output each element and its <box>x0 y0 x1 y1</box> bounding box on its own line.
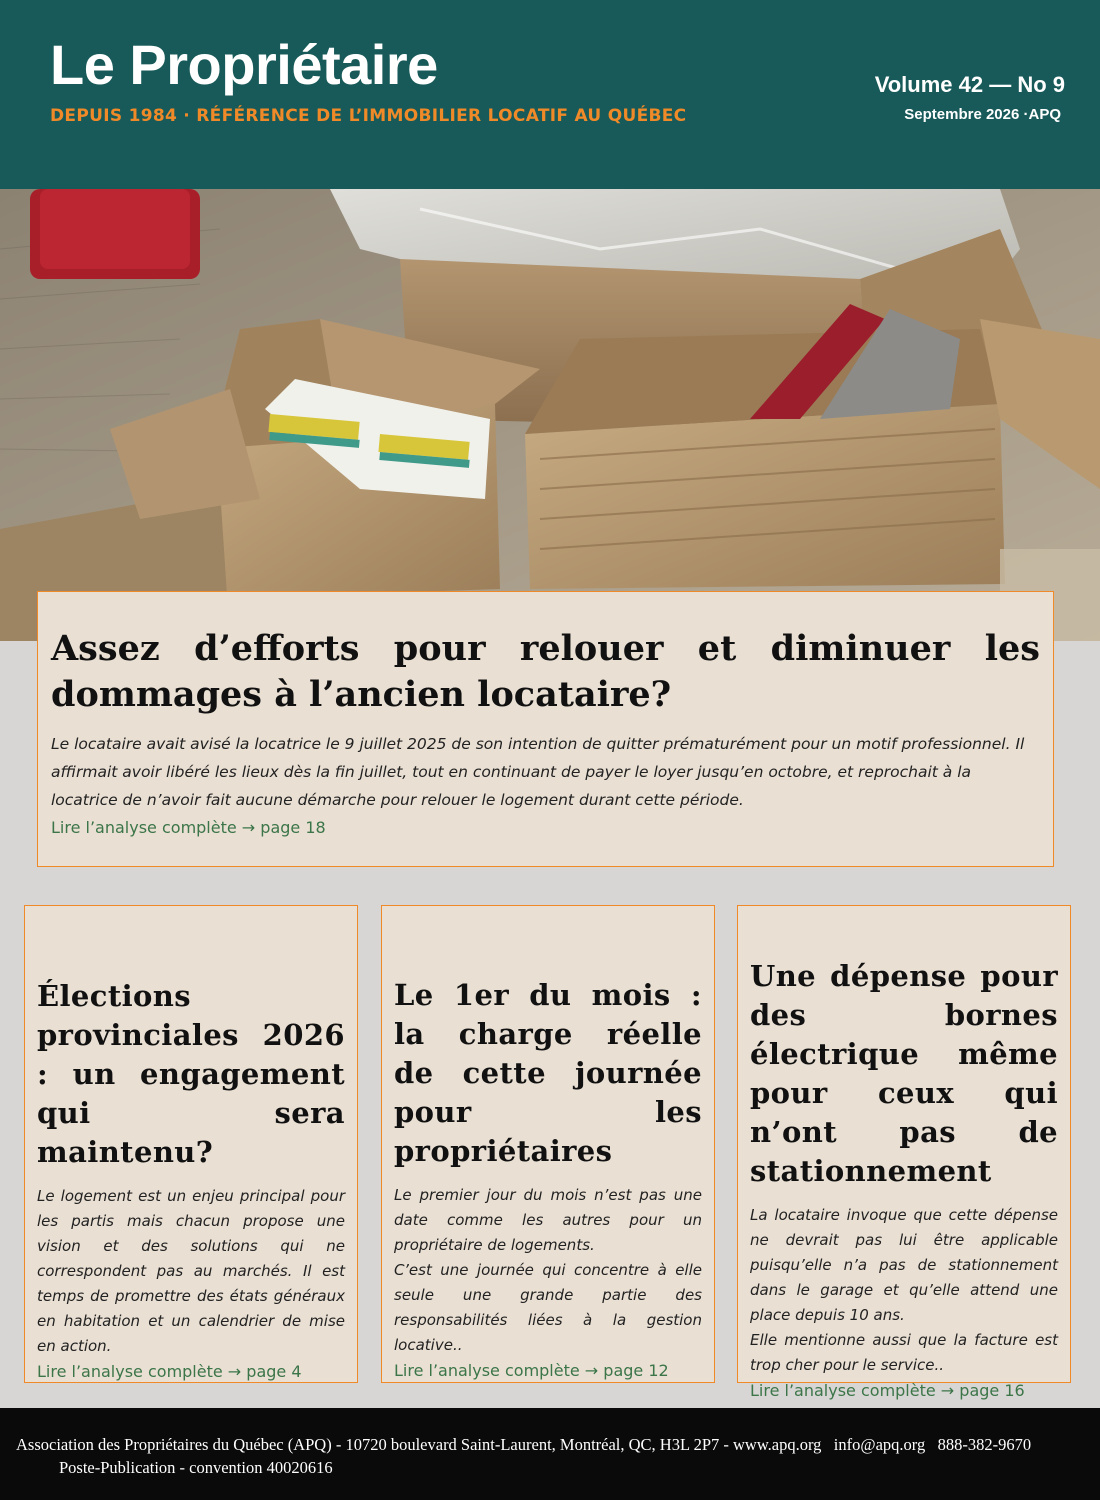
issue-date: Septembre 2026 ·APQ <box>904 106 1061 123</box>
article-read-more-link[interactable]: Lire l’analyse complète → page 16 <box>750 1381 1025 1400</box>
article-card-charging-stations[interactable] <box>737 905 1071 1400</box>
issue-volume: Volume 42 — No 9 <box>874 72 1065 97</box>
article-read-more-link[interactable]: Lire l’analyse complète → page 4 <box>37 1362 302 1381</box>
article-headline[interactable]: Élections provinciales 2026 : un engagement qui sera maintenu? <box>37 979 345 1169</box>
article-summary: Le logement est un enjeu principal pour les partis mais chacun propose une vision et des solutions qui ne correspondent pas au marchés. Il est temps de promettre des états généraux en habitation et un calendrier de mise en action. <box>37 1187 345 1355</box>
article-card-first-of-month[interactable] <box>381 905 715 1383</box>
footer-contact: Association des Propriétaires du Québec (APQ) - 10720 boulevard Saint-Laurent, Montréal, QC, H3L 2P7 - www.apq.org info@apq.org 888-382-9670 <box>16 1435 1032 1454</box>
publication-title: Le Propriétaire <box>50 33 438 96</box>
article-card-elections[interactable] <box>24 905 358 1383</box>
masthead <box>0 0 1100 189</box>
footer-postal-convention: Poste-Publication - convention 40020616 <box>59 1458 333 1477</box>
publication-tagline: DEPUIS 1984 · RÉFÉRENCE DE L’IMMOBILIER LOCATIF AU QUÉBEC <box>50 106 687 126</box>
cardboard-boxes-photo <box>0 189 1100 641</box>
feature-read-more-link[interactable]: Lire l’analyse complète → page 18 <box>51 818 326 837</box>
feature-headline[interactable]: Assez d’efforts pour relouer et diminuer les dommages à l’ancien locataire? <box>51 628 1040 715</box>
footer <box>0 1408 1100 1500</box>
feature-article[interactable] <box>37 591 1054 867</box>
feature-summary: Le locataire avait avisé la locatrice le 9 juillet 2025 de son intention de quitter prématurément pour un motif professionnel. Il affirmait avoir libéré les lieux dès la fin juillet, tout en continuant de payer le loyer jusqu’en octobre, et reprochait à la locatrice de n’avoir fait aucune démarche pour relouer le logement durant cette période. <box>51 735 1025 809</box>
article-summary: Le premier jour du mois n’est pas une date comme les autres pour un propriétaire de logements. C’est une journée qui concentre à elle seule une grande partie des responsabilités liées à la gestion locative.. <box>394 1186 702 1354</box>
article-read-more-link[interactable]: Lire l’analyse complète → page 12 <box>394 1361 669 1380</box>
article-summary: La locataire invoque que cette dépense ne devrait pas lui être applicable puisqu’elle n’a pas de stationnement dans le garage et qu’elle attend une place depuis 10 ans. Elle mentionne aussi que la facture est trop cher pour le service.. <box>750 1206 1058 1374</box>
hero-image <box>0 189 1100 641</box>
article-headline[interactable]: Une dépense pour des bornes électrique même pour ceux qui n’ont pas de stationnement <box>750 959 1058 1188</box>
article-headline[interactable]: Le 1er du mois : la charge réelle de cette journée pour les propriétaires <box>394 978 702 1168</box>
